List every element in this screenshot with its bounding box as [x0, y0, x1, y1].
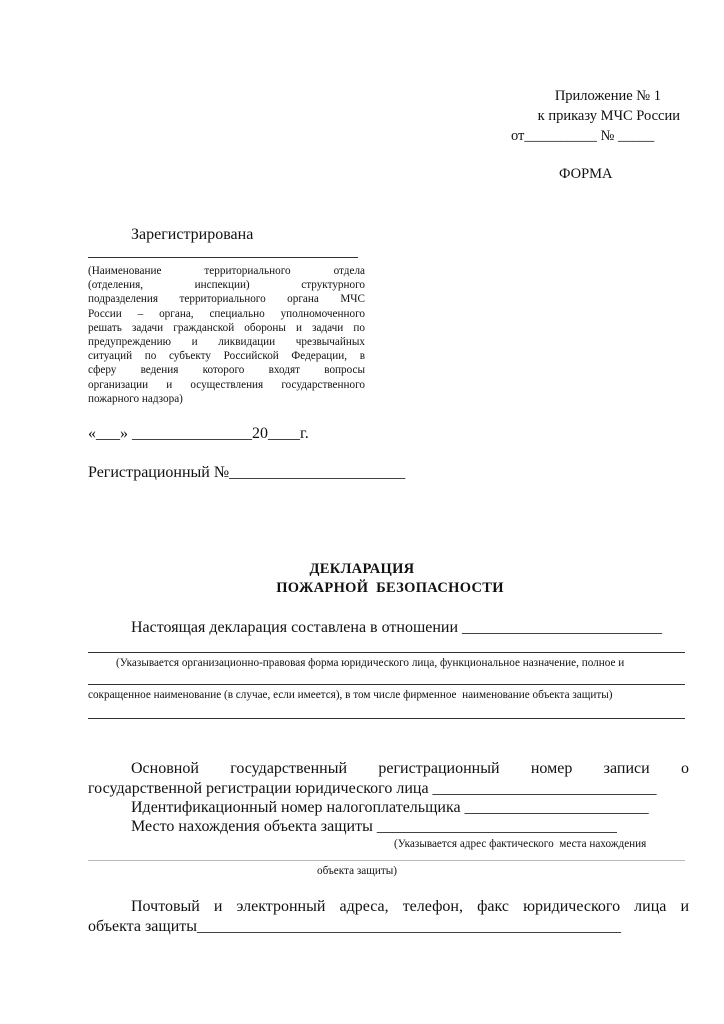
authority-note-line: подразделения территориального органа МЧС: [88, 293, 365, 306]
registration-number-line: Регистрационный №______________________: [88, 464, 406, 481]
authority-note-line: пожарного надзора): [88, 392, 183, 405]
registered-label: Зарегистрирована: [131, 226, 254, 243]
form-label: ФОРМА: [559, 166, 613, 182]
authority-name-line: [88, 257, 358, 258]
authority-note-line: организации и осуществления государственного: [88, 378, 365, 391]
authority-note-line: предупреждению и ликвидации чрезвычайных: [88, 336, 365, 349]
authority-note-line: России – органа, специально уполномоченного: [88, 307, 365, 320]
authority-note-line: ситуаций по субъекту Российской Федерации, в: [88, 350, 365, 363]
order-reference: к приказу МЧС России: [537, 108, 680, 124]
authority-note: [88, 264, 365, 406]
ogrn-line-1: Основной государственный регистрационный номер записи о: [131, 760, 689, 777]
ogrn-line-2: государственной регистрации юридического лица ____________________________: [88, 780, 657, 797]
object-name-line-1: [88, 652, 685, 653]
declaration-title: ДЕКЛАРАЦИЯ: [309, 561, 415, 577]
object-name-line-2: [88, 684, 685, 685]
inn-line: Идентификационный номер налогоплательщика _______________________: [131, 799, 649, 816]
declaration-regarding-line: Настоящая декларация составлена в отношении _________________________: [131, 619, 663, 636]
object-note-line-1: (Указывается организационно-правовая форма юридического лица, функциональное назначение, полное и: [116, 657, 625, 669]
authority-note-line: сферу ведения которого входят вопросы: [88, 364, 365, 377]
location-note-1: (Указывается адрес фактического места нахождения: [394, 838, 647, 850]
contacts-line-2: объекта защиты_____________________________________________________: [88, 918, 622, 935]
object-note-line-2: сокращенное наименование (в случае, если имеется), в том числе фирменное наименование объекта защиты): [88, 689, 613, 701]
location-line: Место нахождения объекта защиты ______________________________: [131, 818, 617, 835]
declaration-subtitle: ПОЖАРНОЙ БЕЗОПАСНОСТИ: [276, 580, 504, 596]
location-line-blank: [88, 860, 685, 861]
appendix-label: Приложение № 1: [554, 88, 661, 104]
location-note-2: объекта защиты): [317, 865, 397, 877]
contacts-line-1: Почтовый и электронный адреса, телефон, факс юридического лица и: [131, 898, 689, 915]
authority-note-line: (Наименование территориального отдела: [88, 265, 365, 277]
order-date-number: от__________ № _____: [511, 128, 655, 144]
authority-note-line: (отделения, инспекции) структурного: [88, 279, 365, 292]
object-name-line-3: [88, 718, 685, 719]
registration-date-line: «___» _______________20____г.: [88, 425, 309, 442]
authority-note-line: решать задачи гражданской обороны и задачи по: [88, 321, 365, 334]
